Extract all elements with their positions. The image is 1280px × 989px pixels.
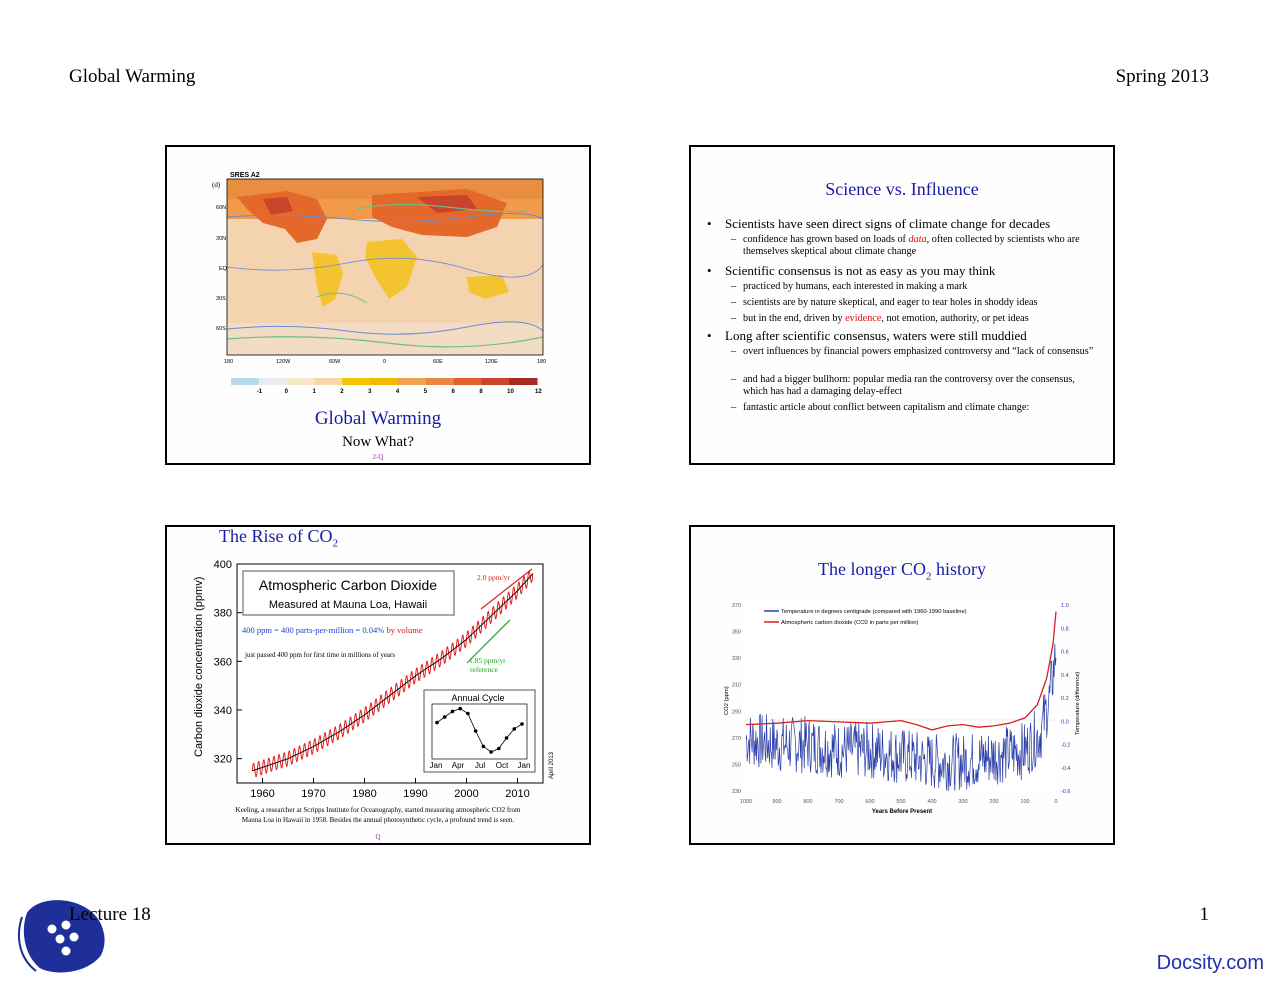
chart-caption: [167, 805, 589, 825]
bullet-dot: •: [707, 216, 712, 231]
legend-tick-label: 1: [312, 389, 316, 395]
chart-subtitle: Measured at Mauna Loa, Hawaii: [268, 599, 428, 611]
x-tick-label: 1970: [301, 788, 326, 800]
highlight-word: evidence: [845, 313, 882, 324]
sub-bullet-text: , often collected by scientists who are themselves skeptical about climate change: [743, 234, 1080, 257]
page-footer-left: Lecture 18: [69, 904, 151, 925]
sub-bullet-text: confidence has grown based on loads of: [743, 234, 909, 245]
y-tick-label: 360: [213, 656, 232, 669]
slide-title-subscript: 2: [332, 537, 338, 550]
bullet-item: [709, 328, 1103, 343]
map-lon-tick: 120E: [485, 359, 498, 365]
sub-bullet-item: – scientists are by nature skeptical, and eager to tear holes in shoddy ideas: [731, 297, 1101, 309]
legend-co2-label: Atmospheric carbon dioxide (CO2 in parts per million): [781, 620, 919, 626]
map-scenario-label: SRES A2: [230, 172, 260, 179]
map-panel-label: (d): [212, 181, 221, 189]
annual-cycle-point: [474, 729, 478, 733]
bullet-dot: •: [707, 263, 712, 278]
legend-tick-label: 8: [479, 389, 483, 395]
page-header-right: Spring 2013: [1115, 66, 1209, 87]
docsity-link[interactable]: Docsity.com: [1156, 952, 1264, 974]
x-tick-label: 300: [958, 799, 968, 805]
sub-bullet-item: – but in the end, driven by evidence, not emotion, authority, or pet ideas: [731, 313, 1029, 324]
passed-400-note: just passed 400 ppm for first time in millions of years: [245, 651, 396, 659]
slide-title-text: The Rise of CO: [219, 526, 333, 546]
sub-bullet-text: scientists are by nature skeptical, and eager to tear holes in shoddy ideas: [743, 297, 1038, 308]
x-tick-label: 200: [989, 799, 999, 805]
legend-tick-label: 4: [395, 389, 400, 395]
sub-bullet-item: – practiced by humans, each interested in making a mark: [731, 281, 1101, 293]
sub-bullet-item: – and had a bigger bullhorn: popular media ran the controversy over the consensus, which has had a damaging delay-effect: [731, 374, 1101, 398]
annual-cycle-point: [505, 736, 509, 740]
sub-bullet-text: and had a bigger bullhorn: popular media ran the controversy over the consensus, which has had a damaging delay-effect: [743, 374, 1075, 397]
y-tick-label: 270: [731, 735, 741, 742]
map-lat-tick: 30N: [216, 236, 227, 242]
x-tick-label: 1000: [739, 799, 753, 805]
annual-cycle-point: [489, 750, 493, 754]
x-tick-label: 900: [772, 799, 782, 805]
y-axis-label: Carbon dioxide concentration (ppmv): [193, 576, 205, 757]
y2-tick-label: 0.6: [1061, 649, 1069, 656]
x-tick-label: 1980: [352, 788, 377, 800]
legend-swatch: [231, 378, 259, 385]
y2-tick-label: -0.2: [1061, 742, 1071, 749]
annual-cycle-point: [482, 745, 486, 749]
map-lat-tick: EQ: [219, 266, 227, 272]
y-tick-label: 320: [213, 753, 232, 766]
sub-bullet-text: practiced by humans, each interested in making a mark: [743, 281, 968, 292]
x-tick-label: 800: [803, 799, 813, 805]
legend-tick-label: 2: [340, 389, 344, 395]
map-lon-tick: 60W: [329, 359, 341, 365]
ppm-note-highlight: by volume: [386, 625, 423, 635]
date-stamp: April 2013: [549, 751, 555, 779]
slide-title-text: The longer CO: [818, 559, 926, 579]
legend-tick-label: 12: [535, 389, 542, 395]
map-lon-tick: 60E: [433, 359, 443, 365]
page-number: 1: [1199, 904, 1209, 925]
annual-cycle-point: [512, 727, 516, 731]
inset-month-label: Oct: [495, 761, 509, 770]
inset-month-label: Apr: [451, 761, 465, 770]
y-tick-label: 370: [731, 603, 741, 609]
y-tick-label: 350: [731, 629, 741, 636]
bullet-text: Long after scientific consensus, waters were still muddied: [725, 328, 1027, 343]
slide-longer-co2-history: [689, 525, 1115, 845]
y2-tick-label: 1.0: [1061, 603, 1069, 609]
legend-swatch: [398, 378, 426, 385]
slide-title-subscript: 2: [925, 570, 932, 583]
slide-global-warming: [165, 145, 591, 465]
annual-cycle-point: [520, 722, 524, 726]
y-tick-label: 400: [213, 559, 232, 571]
highlight-word: data: [908, 234, 927, 245]
ppm-note: [242, 625, 423, 635]
legend-swatch: [426, 378, 454, 385]
sub-bullet-text: , not emotion, authority, or pet ideas: [881, 313, 1029, 324]
map-lon-tick: 180: [537, 359, 547, 365]
y2-tick-label: 0.2: [1061, 696, 1069, 702]
legend-tick-label: 0: [284, 389, 288, 395]
x-tick-label: 2000: [454, 788, 479, 800]
legend-swatch: [259, 378, 287, 385]
map-lon-tick: 0: [383, 359, 387, 365]
legend-tick-label: 6: [451, 389, 455, 395]
y2-axis-ticks: [1061, 603, 1070, 795]
x-tick-label: 2010: [505, 788, 530, 800]
map-lat-tick: 30S: [216, 296, 226, 302]
slide-note: 2-Q: [372, 453, 384, 461]
sub-bullet-item: – fantastic article about conflict between capitalism and climate change:: [731, 402, 1101, 414]
annual-cycle-point: [497, 747, 501, 751]
sub-bullet-item: – confidence has grown based on loads of data, often collected by scientists who are themselves skeptical about climate change: [731, 234, 1080, 257]
x-tick-label: 0: [1054, 799, 1058, 805]
y-tick-label: 230: [731, 789, 741, 795]
logo-dot: [48, 925, 57, 934]
legend-tick-label: 3: [368, 389, 372, 395]
y-axis-ticks: [732, 603, 741, 795]
rate-label-red: 2.0 ppm/yr: [477, 573, 510, 582]
bullet-dot: •: [707, 328, 712, 343]
logo-dot: [56, 935, 65, 944]
legend-swatch: [287, 378, 315, 385]
annual-cycle-point: [458, 707, 462, 711]
slide-subtitle: Now What?: [342, 434, 414, 450]
map-color-legend: [231, 378, 542, 395]
legend-swatch: [370, 378, 398, 385]
x-tick-label: 100: [1020, 799, 1030, 805]
annual-cycle-point: [443, 715, 447, 719]
x-tick-label: 500: [896, 799, 906, 805]
slide-title-tail: history: [931, 559, 986, 579]
y2-axis-label: Temperature (difference): [1075, 671, 1081, 735]
logo-dot: [70, 933, 79, 942]
map-southern-band: [227, 323, 543, 355]
legend-temp-label: Temperature in degrees centigrade (compared with 1960-1990 baseline): [781, 609, 967, 615]
chart-title: Atmospheric Carbon Dioxide: [258, 577, 438, 593]
rate-label-green: 1.85 ppm/yr: [469, 656, 506, 665]
legend-tick-label: 5: [423, 389, 428, 395]
bullet-text: Scientists have seen direct signs of climate change for decades: [725, 216, 1051, 231]
sub-bullet-text: fantastic article about conflict between capitalism and climate change:: [743, 402, 1030, 413]
y-tick-label: 340: [213, 705, 232, 717]
x-tick-label: 400: [927, 799, 937, 805]
slide-rise-of-co2: [165, 525, 591, 845]
legend-swatch: [342, 378, 370, 385]
map-lat-tick: 60S: [216, 326, 226, 332]
slide-title: Global Warming: [314, 408, 442, 429]
legend-swatch: [314, 378, 342, 385]
y-tick-label: 250: [731, 762, 741, 769]
x-tick-label: 600: [865, 799, 875, 805]
map-lat-tick: 60N: [216, 205, 227, 211]
sub-bullet-text: but in the end, driven by: [743, 313, 846, 324]
legend-swatch: [481, 378, 509, 385]
legend-swatch: [509, 378, 537, 385]
sub-bullet-item: – overt influences by financial powers emphasized controversy and “lack of consensus”: [731, 346, 1101, 358]
y-tick-label: 380: [213, 607, 232, 620]
y-tick-label: 310: [731, 682, 741, 689]
sub-bullet-text: overt influences by financial powers emphasized controversy and “lack of consensus”: [743, 346, 1094, 357]
inset-month-label: Jan: [517, 761, 531, 770]
annual-cycle-point: [451, 710, 455, 714]
map-lon-tick: 180: [224, 359, 234, 365]
slide-science-vs-influence: [689, 145, 1115, 465]
bullet-item: [709, 263, 1103, 278]
annual-cycle-point: [435, 721, 439, 725]
logo-dot: [62, 947, 71, 956]
x-axis-label: Years Before Present: [871, 809, 933, 815]
caption-line: Mauna Loa in Hawaii in 1958. Besides the annual photosynthetic cycle, a profound trend is seen.: [241, 816, 515, 824]
caption-line: Keeling, a researcher at Scripps Institute for Oceanography, started measuring atmospheric CO2 from: [235, 806, 521, 814]
x-tick-label: 700: [834, 799, 844, 805]
y2-tick-label: 0.4: [1061, 672, 1069, 679]
keeling-curve-chart: [167, 527, 589, 843]
y2-tick-label: 0.8: [1061, 626, 1069, 633]
map-lon-tick: 120W: [276, 359, 291, 365]
y2-tick-label: -0.4: [1061, 765, 1071, 772]
co2-history-chart: [691, 527, 1113, 843]
page-header-left: Global Warming: [69, 66, 196, 87]
inset-title: Annual Cycle: [451, 693, 505, 703]
x-axis-ticks: [740, 799, 1058, 805]
slide-title: Science vs. Influence: [825, 179, 979, 199]
legend-swatch: [454, 378, 482, 385]
ppm-note-text: 400 ppm = 400 parts-per-million = 0.04%: [242, 625, 387, 635]
y-tick-label: 290: [731, 709, 741, 716]
inset-month-label: Jul: [474, 761, 486, 770]
legend-tick-label: -1: [256, 389, 263, 395]
bullet-item: [709, 216, 1103, 231]
x-tick-label: 1990: [403, 788, 428, 800]
slide-note: Q: [375, 833, 381, 841]
x-tick-label: 1960: [250, 788, 275, 800]
rate-label-green-sub: reference: [470, 665, 498, 674]
y-tick-label: 330: [731, 656, 741, 663]
annual-cycle-point: [466, 712, 470, 716]
bullet-text: Scientific consensus is not as easy as you may think: [725, 263, 996, 278]
y2-tick-label: -0.6: [1061, 789, 1071, 795]
y2-tick-label: 0.0: [1061, 719, 1069, 726]
legend-tick-label: 10: [507, 389, 514, 395]
y-axis-label: CO2 (ppm): [724, 686, 730, 715]
inset-month-label: Jan: [429, 761, 443, 770]
